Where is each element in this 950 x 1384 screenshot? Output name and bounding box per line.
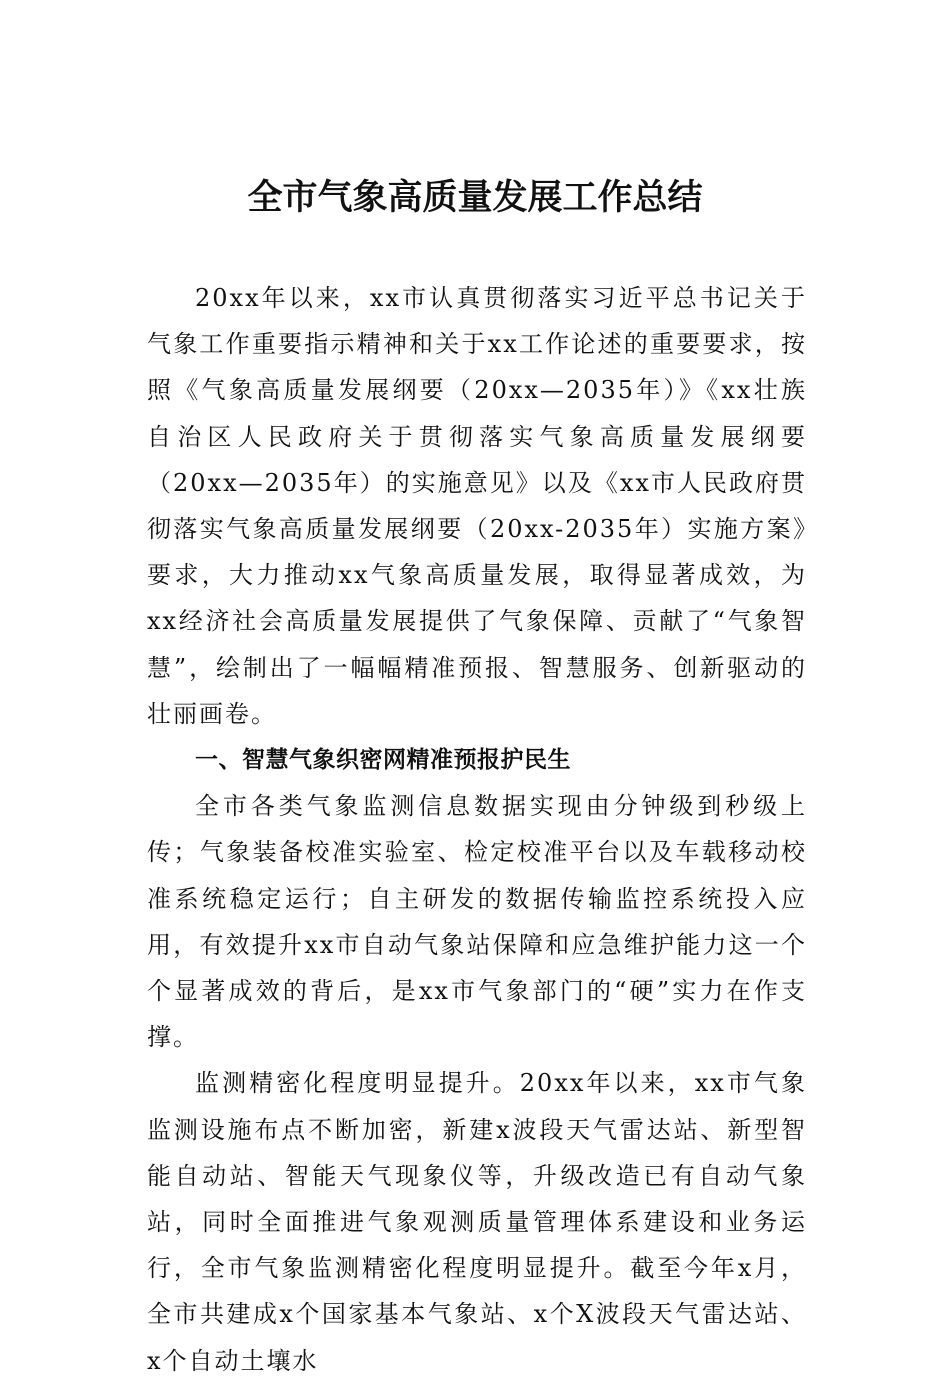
body-paragraph: 全市各类气象监测信息数据实现由分钟级到秒级上传；气象装备校准实验室、检定校准平台以及车载移动校准系统稳定运行；自主研发的数据传输监控系统投入应用，有效提升xx市自动气象站保障和应急维护能力这一个个显著成效的背后，是xx市气象部门的“硬”实力在作支撑。: [147, 792, 807, 1052]
body-paragraph: 监测精密化程度明显提升。20xx年以来，xx市气象监测设施布点不断加密，新建x波段天气雷达站、新型智能自动站、智能天气现象仪等，升级改造已有自动气象站，同时全面推进气象观测质量管理体系建设和业务运行，全市气象监测精密化程度明显提升。截至今年x月，全市共建成x个国家基本气象站、x个X波段天气雷达站、x个自动土壤水: [147, 1069, 807, 1375]
document-body: [147, 275, 807, 1384]
intro-paragraph: 20xx年以来，xx市认真贯彻落实习近平总书记关于气象工作重要指示精神和关于xx工作论述的重要要求，按照《气象高质量发展纲要（20xx—2035年）》《xx壮族自治区人民政府关于贯彻落实气象高质量发展纲要（20xx—2035年）的实施意见》以及《xx市人民政府贯彻落实气象高质量发展纲要（20xx-2035年）实施方案》要求，大力推动xx气象高质量发展，取得显著成效，为xx经济社会高质量发展提供了气象保障、贡献了“气象智慧”，绘制出了一幅幅精准预报、智慧服务、创新驱动的壮丽画卷。: [147, 284, 807, 728]
section-heading-1: 一、智慧气象织密网精准预报护民生: [195, 747, 571, 774]
document-title: 全市气象高质量发展工作总结: [247, 177, 703, 218]
